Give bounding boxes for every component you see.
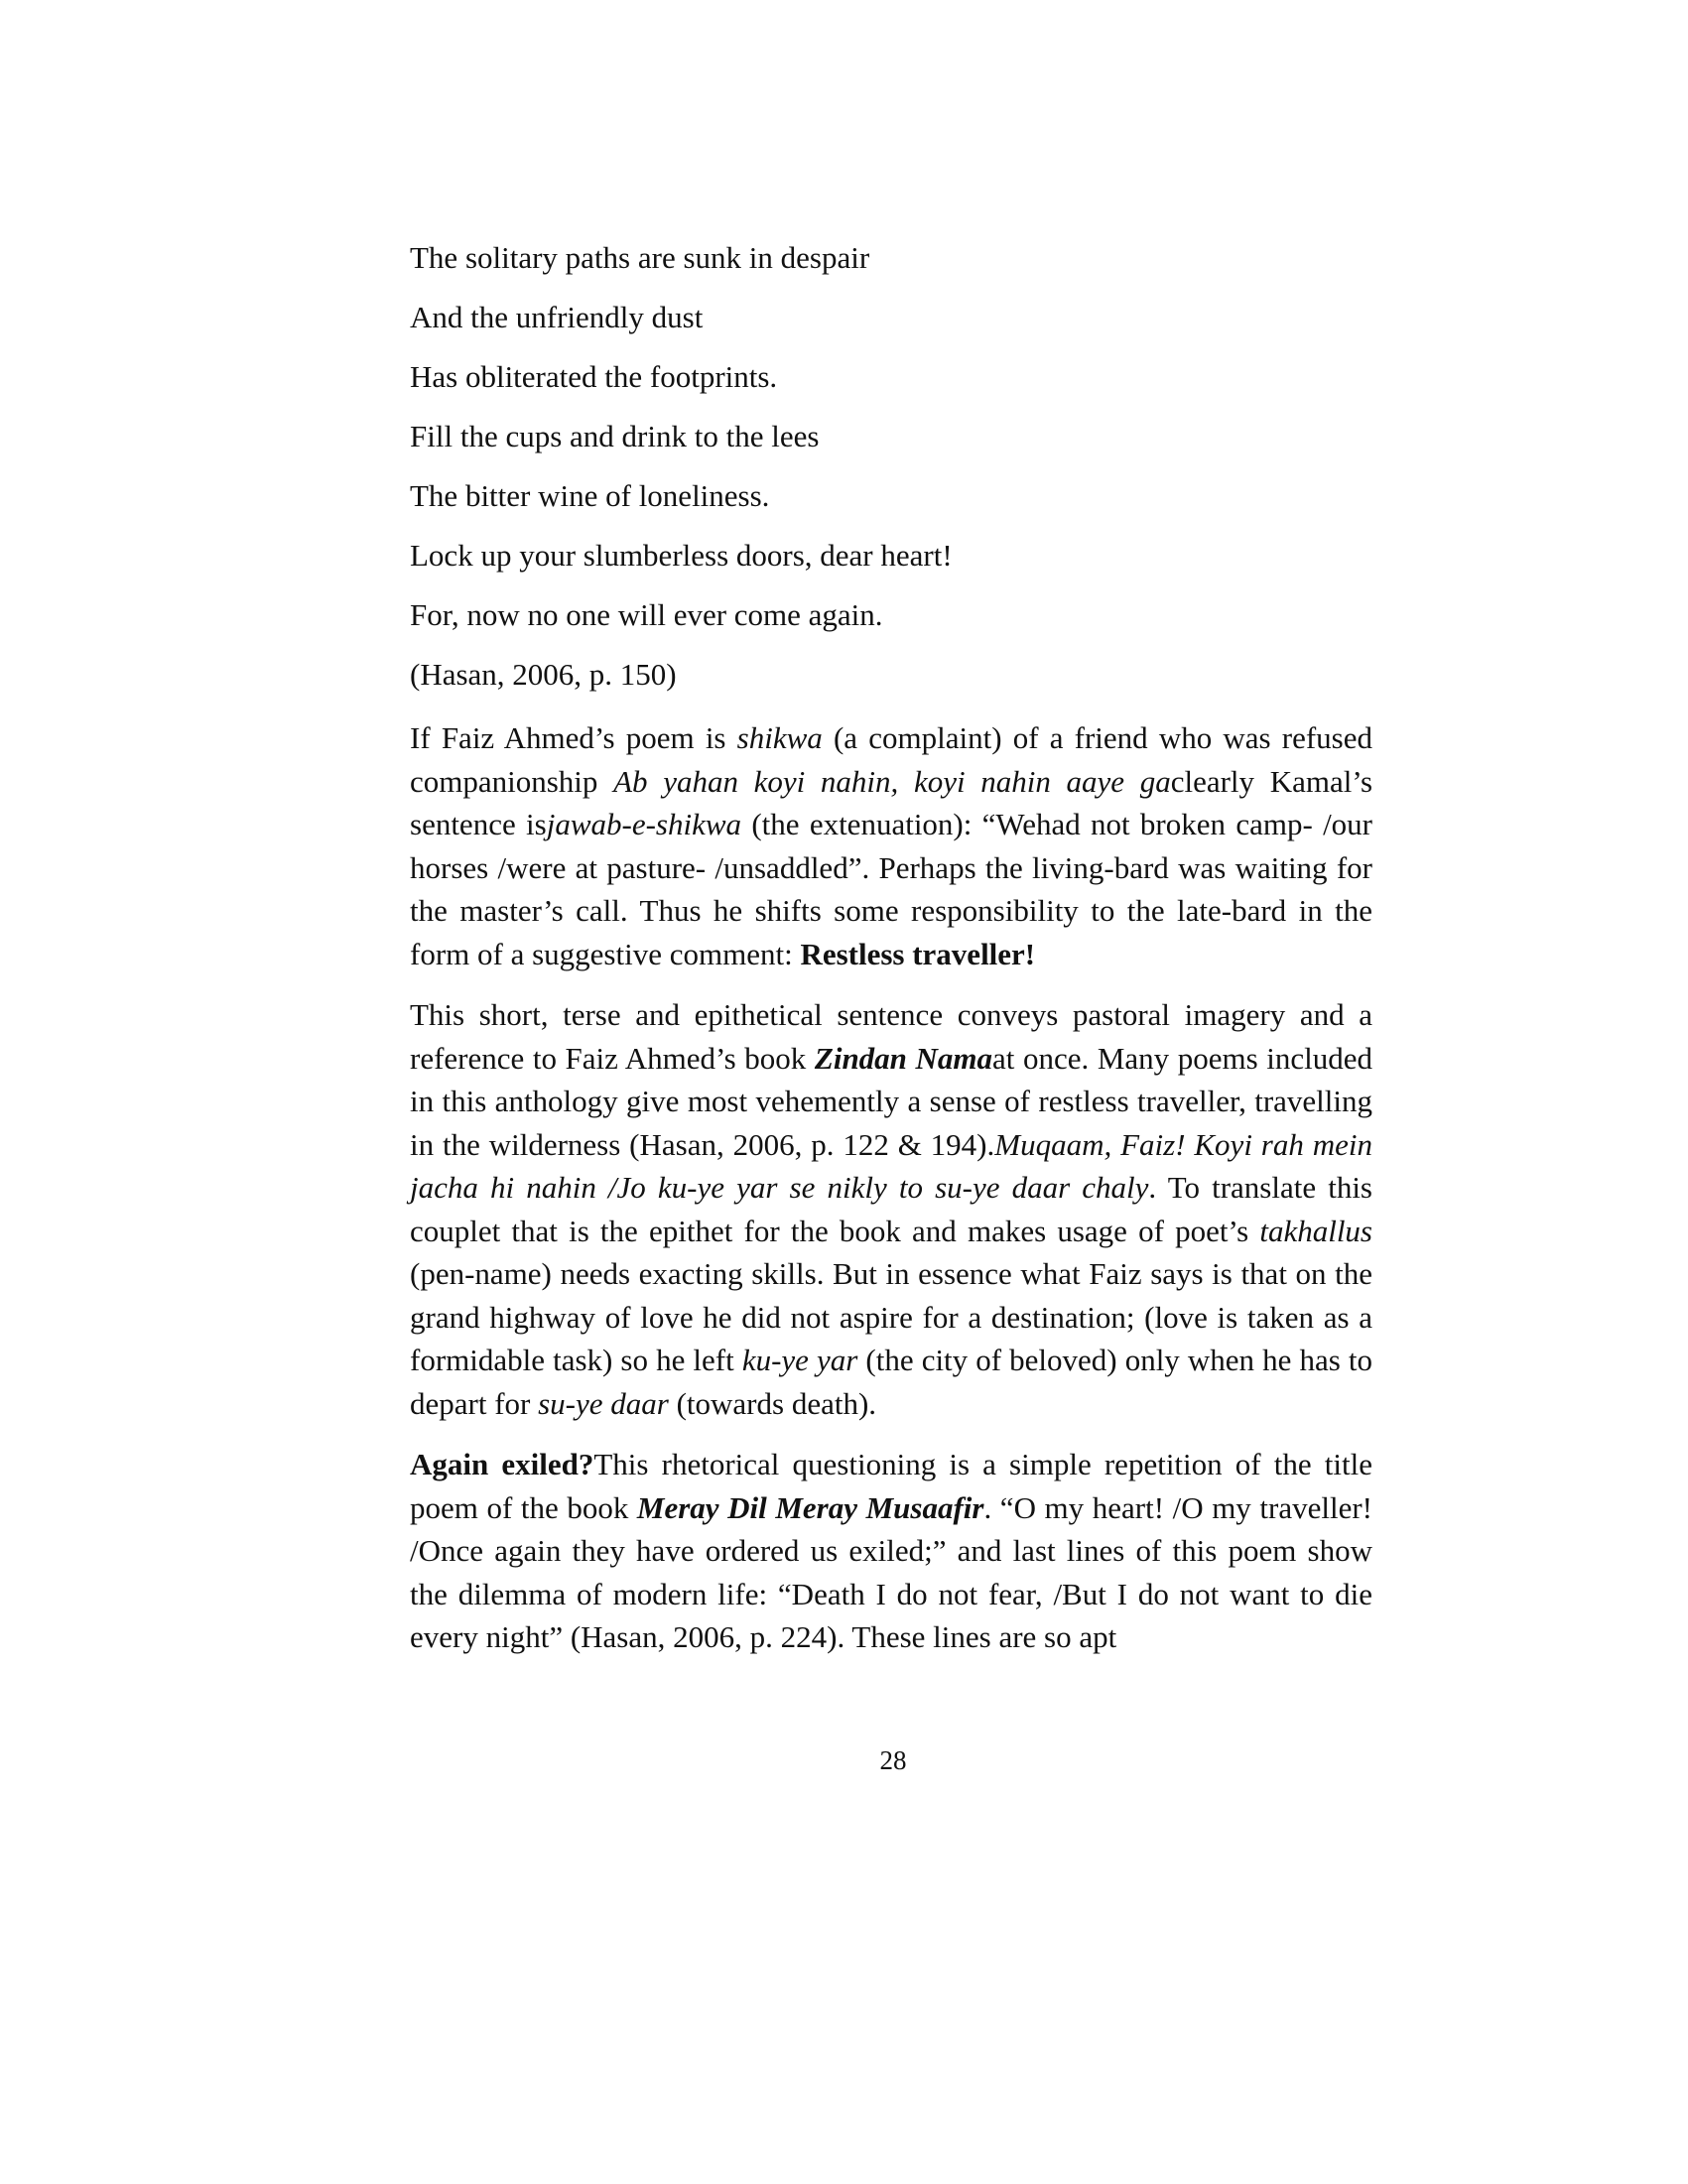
- paragraph-zindan-nama: [410, 993, 1372, 1425]
- poem-line: Lock up your slumberless doors, dear heart!: [410, 538, 953, 573]
- text-run: (the city of beloved) only when he has to depart for: [410, 1343, 1372, 1421]
- text-run: (pen-name) needs exacting skills. But in essence what Faiz says is that on the grand highway of love he did not aspire for a destination; (love is taken as a formidable task) so he left: [410, 1256, 1372, 1377]
- bold-heading-restless-traveller: Restless traveller!: [800, 936, 1036, 971]
- italic-term: takhallus: [1259, 1213, 1372, 1248]
- text-run: clearly Kamal’s sentence is: [410, 763, 1373, 841]
- poem-line: Has obliterated the footprints.: [410, 359, 778, 394]
- italic-couplet: Muqaam, Faiz! Koyi rah mein jacha hi nahin /Jo ku-ye yar se nikly to su-ye daar chaly: [410, 1126, 1372, 1205]
- poem-citation: (Hasan, 2006, p. 150): [410, 657, 677, 692]
- poem-block: [410, 238, 1372, 695]
- poem-line: For, now no one will ever come again.: [410, 597, 883, 632]
- italic-term: shikwa: [736, 720, 823, 755]
- book-title: Meray Dil Meray Musaafir: [636, 1489, 984, 1525]
- text-run: If Faiz Ahmed’s poem is: [410, 720, 737, 755]
- poem-line: Fill the cups and drink to the lees: [410, 419, 820, 453]
- bold-heading-again-exiled: Again exiled?: [410, 1447, 594, 1481]
- page-number: 28: [879, 1745, 907, 1775]
- page-body: [410, 238, 1372, 1677]
- text-run: (the extenuation): “Wehad not broken camp- /our horses /were at pasture- /unsaddled”. Perhaps the living-bard was waiting for the master’s call. Thus he shifts some responsibility to the late-bard in the form of a suggestive comment:: [410, 807, 1373, 971]
- italic-term: su-ye daar: [538, 1385, 669, 1421]
- text-run: (towards death).: [668, 1385, 877, 1421]
- paragraph-again-exiled: [410, 1443, 1372, 1659]
- text-run: at once. Many poems included in this anthology give most vehemently a sense of restless traveller, travelling in the wilderness (Hasan, 2006, p. 122 & 194).: [410, 1040, 1372, 1162]
- italic-term: jawab-e-shikwa: [546, 807, 742, 841]
- poem-line: And the unfriendly dust: [410, 300, 704, 334]
- italic-term: ku-ye yar: [741, 1343, 858, 1377]
- text-run: This short, terse and epithetical sentence conveys pastoral imagery and a reference to Faiz Ahmed’s book: [410, 997, 1372, 1076]
- poem-line: The bitter wine of loneliness.: [410, 478, 770, 513]
- text-run: . “O my heart! /O my traveller! /Once again they have ordered us exiled;” and last lines of this poem show the dilemma of modern life: “Death I do not fear, /But I do not want to die every night” (Hasan, 2006, p. 224). These lines are so apt: [410, 1489, 1372, 1654]
- text-run: This rhetorical questioning is a simple repetition of the title poem of the book: [410, 1447, 1372, 1525]
- paragraph-shikwa: [410, 716, 1372, 975]
- book-title: Zindan Nama: [814, 1040, 993, 1076]
- poem-line: The solitary paths are sunk in despair: [410, 240, 870, 275]
- text-run: (a complaint) of a friend who was refused companionship: [410, 720, 1372, 799]
- text-run: . To translate this couplet that is the epithet for the book and makes usage of poet’s: [410, 1170, 1372, 1248]
- italic-quote: Ab yahan koyi nahin, koyi nahin aaye ga: [613, 763, 1171, 799]
